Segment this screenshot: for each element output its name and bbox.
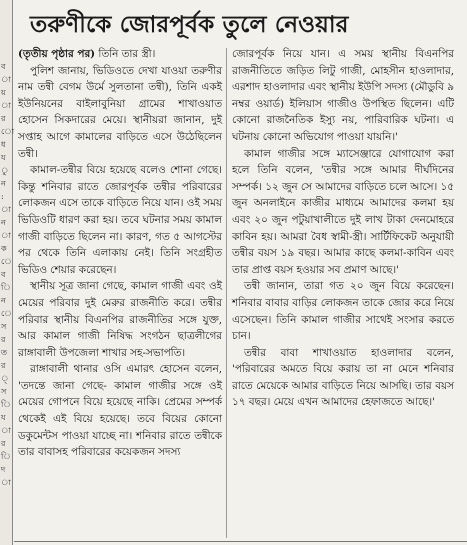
adjacent-column-text: ব া য় া র ো ধ য ু ন : া ন া ক ে ব ি ন ে স র ত র ্ স ি য া র ি দ া <box>1 62 15 487</box>
continuation-label: (তৃতীয় পৃষ্ঠার পর) <box>18 48 96 60</box>
column-divider <box>226 48 227 538</box>
paragraph: স্থানীয় সূত্র জানা গেছে, কামাল গাজী এবং ওই মেয়ের পরিবার দুই মেরুর রাজনীতি করে। তন্বীর পরিবার স্থানীয় বিএনপির রাজনীতির সঙ্গে যুক্ত, আর কামাল গাজী নিষিদ্ধ সংগঠন ছাত্রলীগের রাঙ্গাবালী উপজেলা শাখার সহ-সভাপতি। <box>18 280 222 359</box>
paragraph: পুলিশ জানায়, ভিডিওতে দেখা যাওয়া তরুণীর নাম তন্বী বেগম উর্মে সুলতানা তন্বী), তিনি একই ইউনিয়নের বাইলাবুনিয়া গ্রামের শাখাওয়াত হোসেন সিকদারের মেয়ে। স্থানীয়রা জানান, দুই সপ্তাহ আগে কামালের বাড়িতে এসে উঠেছিলেন তন্বী। <box>18 64 222 160</box>
bottom-divider <box>14 541 467 542</box>
paragraph-text: তিনি তার স্ত্রী। <box>95 48 156 60</box>
paragraph: তন্বী জানান, তারা গত ২০ জুন বিয়ে করেছেন। শনিবার বাবার বাড়ির লোকজন তাকে জোর করে নিয়ে এসেছেন। তিনি কামাল গাজীর সাথেই সংসার করতে চান। <box>232 280 454 343</box>
paragraph: কামাল গাজীর সঙ্গে ম্যাসেঞ্জারে যোগাযোগ করা হলে তিনি বলেন, 'তন্বীর সঙ্গে আমার দীর্ঘদিনের সম্পর্ক। ১২ জুন সে আমাদের বাড়িতে চলে আসে। ১৫ জুন অনলাইনে কাজীর মাধ্যমে আমাদের কলমা হয় এবং ২০ জুন পটুয়াখালীতে দুই লাখ টাকা দেনমোহরে কাবিন হয়। আমরা বৈধ স্বামী-স্ত্রী। সার্টিফিকেট অনুযায়ী তন্বীর বয়স ১৯ বছর। আমার কাছে কলমা-কাবিন এবং তার প্রাপ্ত বয়স হওয়ার সব প্রমাণ আছে।' <box>232 147 454 276</box>
article-column-1 <box>18 46 222 541</box>
adjacent-column-fragment <box>0 0 13 545</box>
headline: তরুণীকে জোরপূর্বক তুলে নেওয়ার <box>30 12 349 38</box>
paragraph: তন্বীর বাবা শাখাওয়াত হাওলাদার বলেন, 'পরিবারের অমতে বিয়ে করায় তা না মেনে শনিবার রাতে মেয়েকে আমার বাড়িতে নিয়ে আসছি। তার বয়স ১৭ বছর। মেয়ে এখন আমাদের হেফাজতে আছে।' <box>232 346 454 409</box>
paragraph: রাঙ্গাবালী থানার ওসি এমারৎ হোসেন বলেন, 'তদন্তে জানা গেছে- কামাল গাজীর সঙ্গে ওই মেয়ের গোপনে বিয়ে হয়েছে নাকি। প্রেমের সম্পর্ক থেকেই এই বিয়ে হয়েছে। তবে বিয়ের কোনো ডকুমেন্টস পাওয়া যাচ্ছে না। শনিবার রাতে তন্বীকে তার বাবাসহ পরিবারের কয়েকজন সদস্য <box>18 363 222 459</box>
paragraph: কামাল-তন্বীর বিয়ে হয়েছে বলেও শোনা গেছে। কিন্তু শনিবার রাতে জোরপূর্বক তন্বীর পরিবারের লোকজন এসে তাকে বাড়িতে নিয়ে যান। ওই সময় ভিডিওটি ধারণ করা হয়। তবে ঘটনার সময় কামাল গাজী বাড়িতে ছিলেন না। কারণ, গত ৫ আগস্টের পর থেকে তিনি এলাকায় নেই। তিনি সংগ্রহীত ভিডিও শেয়ার করেছেন। <box>18 164 222 276</box>
paragraph: জোরপূর্বক নিয়ে যান। এ সময় স্থানীয় বিএনপির রাজনীতিতে জড়িত লিটু গাজী, মোহসীন হাওলাদার, এরশাদ হাওলাদার এবং স্থানীয় ইউপি সদস্য (মৌডুবি ৯ নম্বর ওয়ার্ড) ইলিয়াস গাজীও উপস্থিত ছিলেন। এটি কোনো রাজনৈতিক ইস্যু নয়, পারিবারিক ঘটনা। এ ঘটনায় কোনো অভিযোগ পাওয়া যায়নি।' <box>232 48 454 143</box>
article-column-2 <box>232 46 454 541</box>
paragraph <box>18 46 222 63</box>
